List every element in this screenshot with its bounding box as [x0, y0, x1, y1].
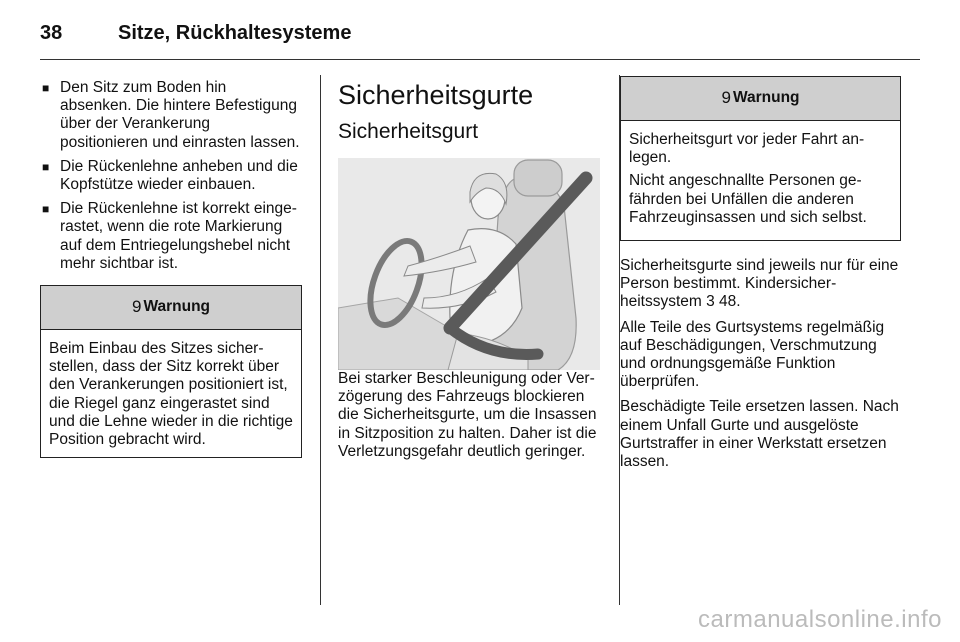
paragraph: Beschädigte Teile ersetzen lassen. Nach einem Unfall Gurte und ausgelöste Gurtstraffer in einer Werkstatt ersetzen lassen. — [620, 398, 899, 471]
header-divider — [40, 59, 920, 60]
page-title: Sitze, Rückhaltesysteme — [118, 21, 352, 44]
column-3 — [620, 79, 901, 478]
bullet-icon: ■ — [42, 159, 50, 174]
warning-header — [621, 77, 900, 121]
warning-header — [41, 286, 301, 330]
list-item: ■ Den Sitz zum Boden hin absenken. Die hintere Befestigung über der Verankerung positionieren und einrasten lassen. — [42, 79, 300, 151]
page-number: 38 — [40, 21, 63, 44]
seatbelt-driver-illustration-icon — [338, 158, 600, 370]
warning-text: Beim Einbau des Sitzes sicherstellen, dass der Sitz korrekt über den Verankerungen positioniert ist, die Riegel ganz eingerastet sind und die Lehne wieder in die richtige Position gebracht wird. — [49, 340, 293, 449]
warning-icon: 9 — [131, 297, 142, 317]
subsection-heading: Sicherheitsgurt — [338, 120, 479, 143]
paragraph: Alle Teile des Gurtsystems regelmäßig auf Beschädigungen, Verschmutzung und ordnungsgemäße Funktion überprüfen. — [620, 318, 885, 391]
column-1 — [40, 79, 302, 458]
warning-paragraph: Sicherheitsgurt vor jeder Fahrt anlegen. — [629, 131, 865, 167]
instruction-list — [40, 79, 302, 273]
warning-title: Warnung — [732, 89, 800, 107]
body-text — [620, 257, 901, 471]
warning-box — [40, 285, 302, 458]
list-item: ■ Die Rückenlehne ist korrekt eingerastet, wenn die rote Markierung auf dem Entriegelungshebel nicht mehr sichtbar ist. — [42, 200, 297, 272]
bullet-icon: ■ — [42, 81, 50, 95]
column-2 — [338, 79, 602, 468]
warning-box — [620, 76, 901, 241]
warning-title: Warnung — [143, 298, 211, 316]
bullet-icon: ■ — [42, 202, 50, 217]
warning-text — [621, 121, 900, 240]
list-item: ■ Die Rückenlehne anheben und die Kopfstütze wieder einbauen. — [42, 157, 298, 194]
watermark: carmanualsonline.info — [698, 606, 942, 633]
page-header — [40, 18, 351, 48]
paragraph: Sicherheitsgurte sind jeweils nur für eine Person bestimmt. Kindersicherheitssystem 3 48. — [620, 257, 899, 311]
warning-icon: 9 — [721, 88, 731, 108]
section-heading: Sicherheitsgurte — [338, 80, 534, 110]
column-divider-left — [320, 75, 321, 605]
warning-paragraph: Nicht angeschnallte Personen gefährden bei Unfällen die anderen Fahrzeuginsassen und sich selbst. — [629, 172, 867, 226]
belt-function-paragraph: Bei starker Beschleunigung oder Verzögerung des Fahrzeugs blockieren die Sicherheitsgurte, um die Insassen in Sitzposition zu halten. Daher ist die Verletzungsgefahr deutlich geringer. — [338, 370, 597, 460]
